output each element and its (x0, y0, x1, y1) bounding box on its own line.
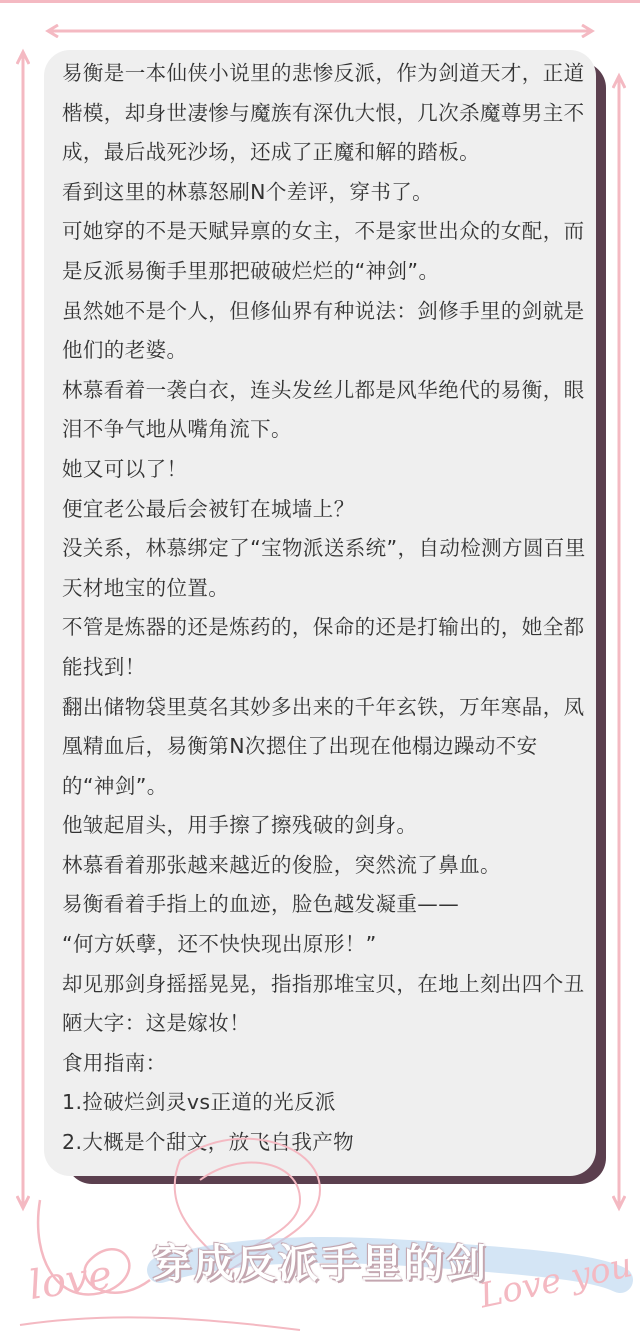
paragraph: 没关系，林慕绑定了“宝物派送系统”，自动检测方圆百里天材地宝的位置。 (62, 536, 586, 600)
decor-love-you-right: Love you (476, 1245, 636, 1317)
paragraph: 林慕看着那张越来越近的俊脸，突然流了鼻血。 (62, 852, 501, 877)
paragraph: 她又可以了！ (62, 456, 188, 481)
paragraph: “何方妖孽，还不快快现出原形！” (62, 932, 377, 957)
book-title-caption: 穿成反派手里的剑 (152, 1241, 488, 1287)
decor-love-left: love (25, 1251, 115, 1310)
paragraph: 2.大概是个甜文，放飞自我产物 (62, 1130, 355, 1155)
synopsis-text (62, 54, 586, 1163)
paragraph: 看到这里的林慕怒刷N个差评，穿书了。 (62, 179, 434, 204)
paragraph: 1.捡破烂剑灵vs正道的光反派 (62, 1090, 336, 1115)
paragraph: 他皱起眉头，用手擦了擦残破的剑身。 (62, 813, 418, 838)
paragraph: 翻出储物袋里莫名其妙多出来的千年玄铁，万年寒晶，凤凰精血后，易衡第N次摁住了出现在他榻边躁动不安的“神剑”。 (62, 694, 585, 798)
paragraph: 易衡是一本仙侠小说里的悲惨反派，作为剑道天才，正道楷模，却身世凄惨与魔族有深仇大恨，几次杀魔尊男主不成，最后战死沙场，还成了正魔和解的踏板。 (62, 61, 585, 165)
paragraph: 便宜老公最后会被钉在城墙上？ (62, 496, 355, 521)
horizontal-double-arrow-icon (44, 24, 596, 38)
paragraph: 可她穿的不是天赋异禀的女主，不是家世出众的女配，而是反派易衡手里那把破破烂烂的“神剑”。 (62, 219, 585, 283)
paragraph: 不管是炼器的还是炼药的，保命的还是打输出的，她全都能找到！ (62, 615, 585, 679)
synopsis-card[interactable] (44, 50, 596, 1176)
vertical-double-arrow-right-icon (612, 72, 626, 1212)
paragraph: 易衡看着手指上的血迹，脸色越发凝重—— (62, 892, 460, 917)
paragraph: 虽然她不是个人，但修仙界有种说法：剑修手里的剑就是他们的老婆。 (62, 298, 585, 363)
paragraph: 林慕看着一袭白衣，连头发丝儿都是风华绝代的易衡，眼泪不争气地从嘴角流下。 (62, 377, 585, 442)
paragraph: 却见那剑身摇摇晃晃，指指那堆宝贝，在地上刻出四个丑陋大字：这是嫁妆！ (62, 971, 585, 1036)
top-border-line (0, 0, 640, 3)
paragraph: 食用指南： (62, 1050, 167, 1075)
love-scribble-decoration (0, 1120, 640, 1340)
vertical-double-arrow-left-icon (16, 48, 30, 1212)
